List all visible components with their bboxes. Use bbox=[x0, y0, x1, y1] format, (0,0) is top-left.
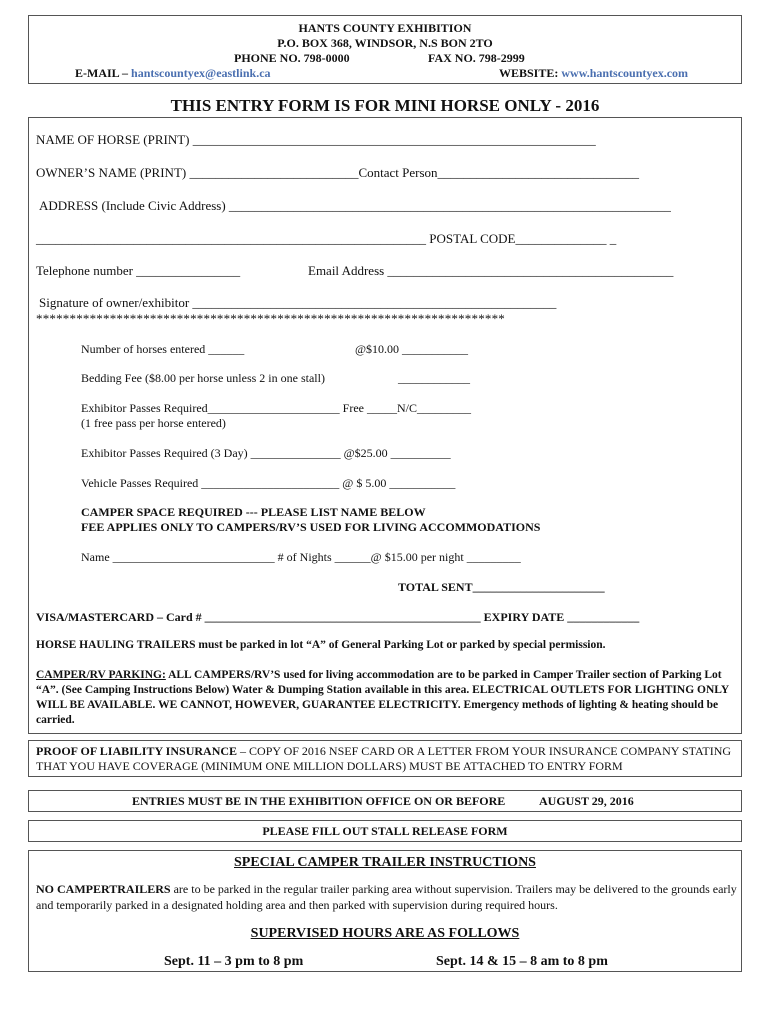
email-field[interactable]: Email Address ____________________________________________ bbox=[308, 263, 674, 278]
org-fax: FAX NO. 798-2999 bbox=[428, 51, 525, 65]
total-sent-field[interactable]: TOTAL SENT______________________ bbox=[398, 580, 605, 594]
org-address: P.O. BOX 368, WINDSOR, N.S BON 2TO bbox=[277, 36, 493, 50]
separator-stars: ********************************************************************** bbox=[36, 311, 505, 326]
insurance-lead: PROOF OF LIABILITY INSURANCE bbox=[36, 744, 238, 758]
website-line bbox=[499, 66, 688, 81]
special-instructions-title: SPECIAL CAMPER TRAILER INSTRUCTIONS bbox=[234, 855, 536, 870]
camper-space-title: CAMPER SPACE REQUIRED --- PLEASE LIST NAME BELOW bbox=[81, 505, 426, 519]
camper-rv-text: ALL CAMPERS/RV’S used for living accommodation are to be parked in Camper Trailer section of Parking Lot “A”. (See Camping Instructions Below) Water & Dumping Station available in this area. ELECTRICAL OUTLETS FOR LIGHTING ONLY WILL BE AVAILABLE. WE CANNOT, HOWEVER, GUARANTEE ELECTRICITY. Emergency methods of lighting & heating should be carried. bbox=[36, 669, 729, 726]
email-line bbox=[75, 66, 271, 81]
hours-sept-14-15: Sept. 14 & 15 – 8 am to 8 pm bbox=[436, 954, 608, 969]
camper-rv-lead: CAMPER/RV PARKING: bbox=[36, 669, 166, 681]
signature-field[interactable]: Signature of owner/exhibitor ________________________________________________________ bbox=[39, 295, 557, 310]
bedding-fee-label: Bedding Fee ($8.00 per horse unless 2 in one stall) bbox=[81, 371, 325, 385]
insurance-text: – COPY OF 2016 NSEF CARD OR A LETTER FROM YOUR INSURANCE COMPANY STATING THAT YOU HAVE COVERAGE (MINIMUM ONE MILLION DOLLARS) MUST BE ATTACHED TO ENTRY FORM bbox=[36, 744, 732, 773]
org-phone: PHONE NO. 798-0000 bbox=[234, 51, 350, 65]
special-instructions-text bbox=[36, 881, 738, 913]
deadline-date: AUGUST 29, 2016 bbox=[539, 794, 634, 808]
address-field[interactable]: ADDRESS (Include Civic Address) ____________________________________________________________________ bbox=[39, 198, 671, 213]
exhibitor-passes-note: (1 free pass per horse entered) bbox=[81, 416, 226, 430]
page-title: THIS ENTRY FORM IS FOR MINI HORSE ONLY - 2016 bbox=[170, 96, 600, 115]
hours-sept-11: Sept. 11 – 3 pm to 8 pm bbox=[164, 954, 304, 969]
owner-name-field[interactable]: OWNER’S NAME (PRINT) __________________________Contact Person_______________________________ bbox=[36, 165, 640, 180]
stall-release-note: PLEASE FILL OUT STALL RELEASE FORM bbox=[262, 824, 508, 838]
horse-name-field[interactable]: NAME OF HORSE (PRINT) ______________________________________________________________ bbox=[36, 132, 596, 147]
org-name: HANTS COUNTY EXHIBITION bbox=[298, 21, 472, 35]
email-label: E-MAIL – bbox=[75, 66, 129, 80]
email-link[interactable]: hantscountyex@eastlink.ca bbox=[131, 66, 271, 80]
exhibitor-passes-field[interactable]: Exhibitor Passes Required______________________ Free _____N/C_________ bbox=[81, 401, 471, 415]
exhibitor-passes-3day-field[interactable]: Exhibitor Passes Required (3 Day) _______________ @$25.00 __________ bbox=[81, 446, 451, 460]
special-text: are to be parked in the regular trailer parking area without supervision. Trailers may be delivered to the grounds early and temporarily parked in a designated holding area and then parked with supervision during required hours. bbox=[36, 882, 737, 912]
bedding-fee-field[interactable]: ____________ bbox=[398, 371, 470, 385]
deadline-text: ENTRIES MUST BE IN THE EXHIBITION OFFICE ON OR BEFORE bbox=[132, 794, 506, 808]
horses-fee-field[interactable]: @$10.00 ___________ bbox=[355, 342, 469, 356]
camper-fee-note: FEE APPLIES ONLY TO CAMPERS/RV’S USED FOR LIVING ACCOMMODATIONS bbox=[81, 520, 541, 534]
special-lead: NO CAMPERTRAILERS bbox=[36, 882, 171, 896]
insurance-note bbox=[36, 744, 736, 774]
camper-rv-parking bbox=[36, 668, 736, 728]
camper-name-field[interactable]: Name ___________________________ # of Nights ______@ $15.00 per night _________ bbox=[81, 550, 521, 564]
card-field[interactable]: VISA/MASTERCARD – Card # ______________________________________________ EXPIRY DATE ____________ bbox=[36, 610, 640, 624]
website-link[interactable]: www.hantscountyex.com bbox=[561, 66, 689, 80]
horses-entered-field[interactable]: Number of horses entered ______ bbox=[81, 342, 245, 356]
website-label: WEBSITE: bbox=[499, 66, 559, 80]
postal-code-field[interactable]: ____________________________________________________________ POSTAL CODE______________ _ bbox=[36, 231, 617, 246]
hauling-trailers-note: HORSE HAULING TRAILERS must be parked in lot “A” of General Parking Lot or parked by special permission. bbox=[36, 639, 606, 651]
vehicle-passes-field[interactable]: Vehicle Passes Required _______________________ @ $ 5.00 ___________ bbox=[81, 476, 456, 490]
telephone-field[interactable]: Telephone number ________________ bbox=[36, 263, 241, 278]
supervised-hours-title: SUPERVISED HOURS ARE AS FOLLOWS bbox=[250, 926, 520, 941]
